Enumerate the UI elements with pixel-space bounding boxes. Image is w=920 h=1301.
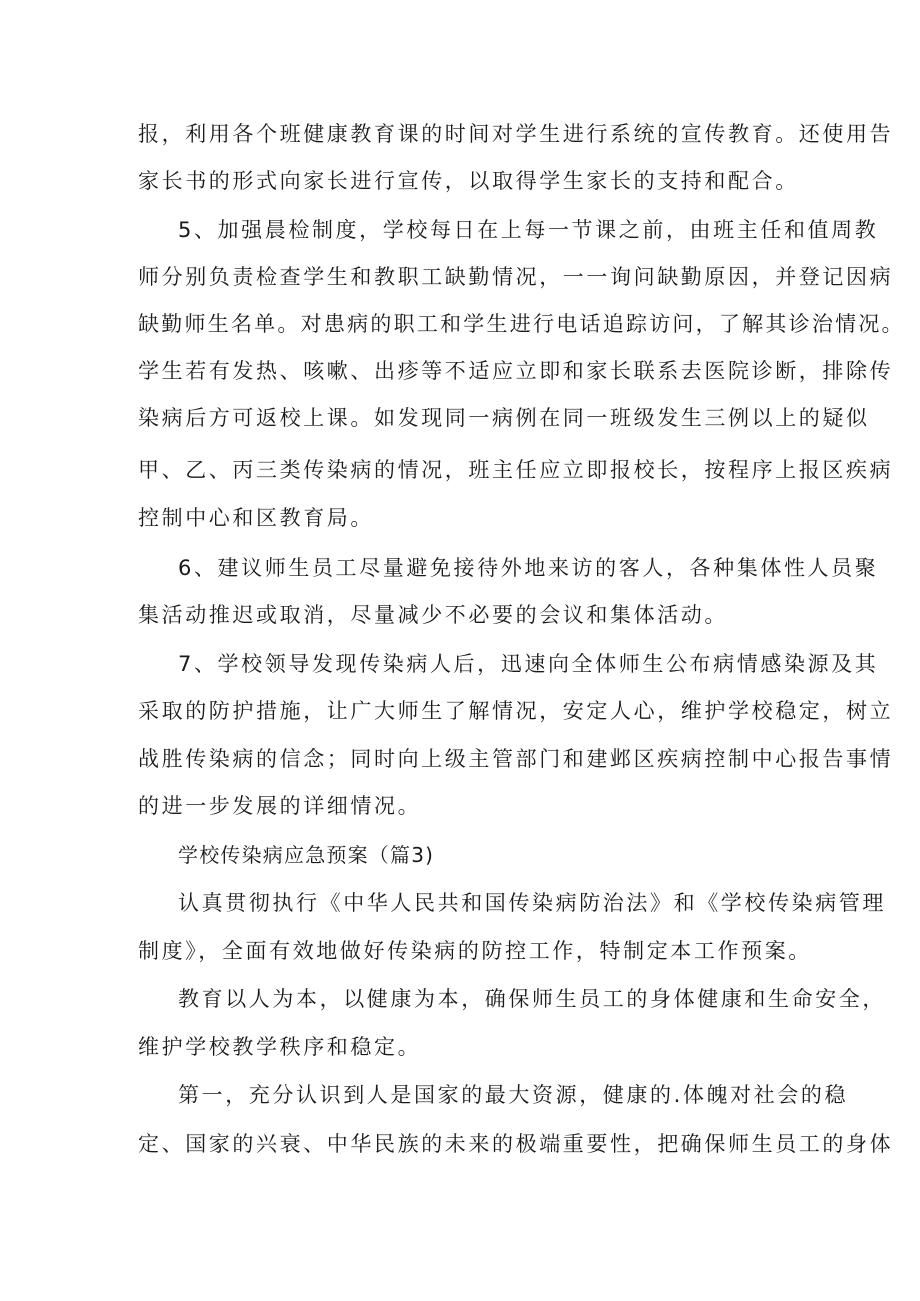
text-line-10: 6、建议师生员工尽量避免接待外地来访的客人，各种集体性人员聚 <box>178 556 879 580</box>
text-line-14: 战胜传染病的信念；同时向上级主管部门和建邺区疾病控制中心报告事情 <box>138 747 894 771</box>
text-line-20: 维护学校教学秩序和稳定。 <box>138 1035 422 1059</box>
text-line-19: 教育以人为本，以健康为本，确保师生员工的身体健康和生命安全， <box>178 987 886 1011</box>
text-line-21: 第一，充分认识到人是国家的最大资源，健康的.体魄对社会的稳 <box>178 1083 849 1107</box>
text-line-9: 控制中心和区教育局。 <box>138 506 374 530</box>
text-line-6: 学生若有发热、咳嗽、出疹等不适应立即和家长联系去医院诊断，排除传 <box>138 359 894 383</box>
text-line-11: 集活动推迟或取消，尽量减少不必要的会议和集体活动。 <box>138 603 728 627</box>
text-line-7: 染病后方可返校上课。如发现同一病例在同一班级发生三例以上的疑似 <box>138 406 870 430</box>
text-line-22: 定、国家的兴衰、中华民族的未来的极端重要性，把确保师生员工的身体 <box>138 1132 894 1156</box>
section-heading: 学校传染病应急预案（篇3) <box>178 843 435 867</box>
text-line-13: 采取的防护措施，让广大师生了解情况，安定人心，维护学校稳定，树立 <box>138 699 894 723</box>
text-line-1: 报，利用各个班健康教育课的时间对学生进行系统的宣传教育。还使用告 <box>138 122 894 146</box>
text-line-17: 认真贯彻执行《中华人民共和国传染病防治法》和《学校传染病管理 <box>178 891 886 915</box>
text-line-3: 5、加强晨检制度，学校每日在上每一节课之前，由班主任和值周教 <box>178 218 879 242</box>
text-line-5: 缺勤师生名单。对患病的职工和学生进行电话追踪访问，了解其诊治情况。 <box>138 312 905 336</box>
text-line-8: 甲、乙、丙三类传染病的情况，班主任应立即报校长，按程序上报区疾病 <box>138 458 894 482</box>
text-line-12: 7、学校领导发现传染病人后，迅速向全体师生公布病情感染源及其 <box>178 652 879 676</box>
text-line-2: 家长书的形式向家长进行宣传，以取得学生家长的支持和配合。 <box>138 169 799 193</box>
text-line-4: 师分别负责检查学生和教职工缺勤情况，一一询问缺勤原因，并登记因病 <box>138 265 894 289</box>
text-line-15: 的进一步发展的详细情况。 <box>138 794 422 818</box>
text-line-18: 制度》，全面有效地做好传染病的防控工作，特制定本工作预案。 <box>138 939 812 963</box>
